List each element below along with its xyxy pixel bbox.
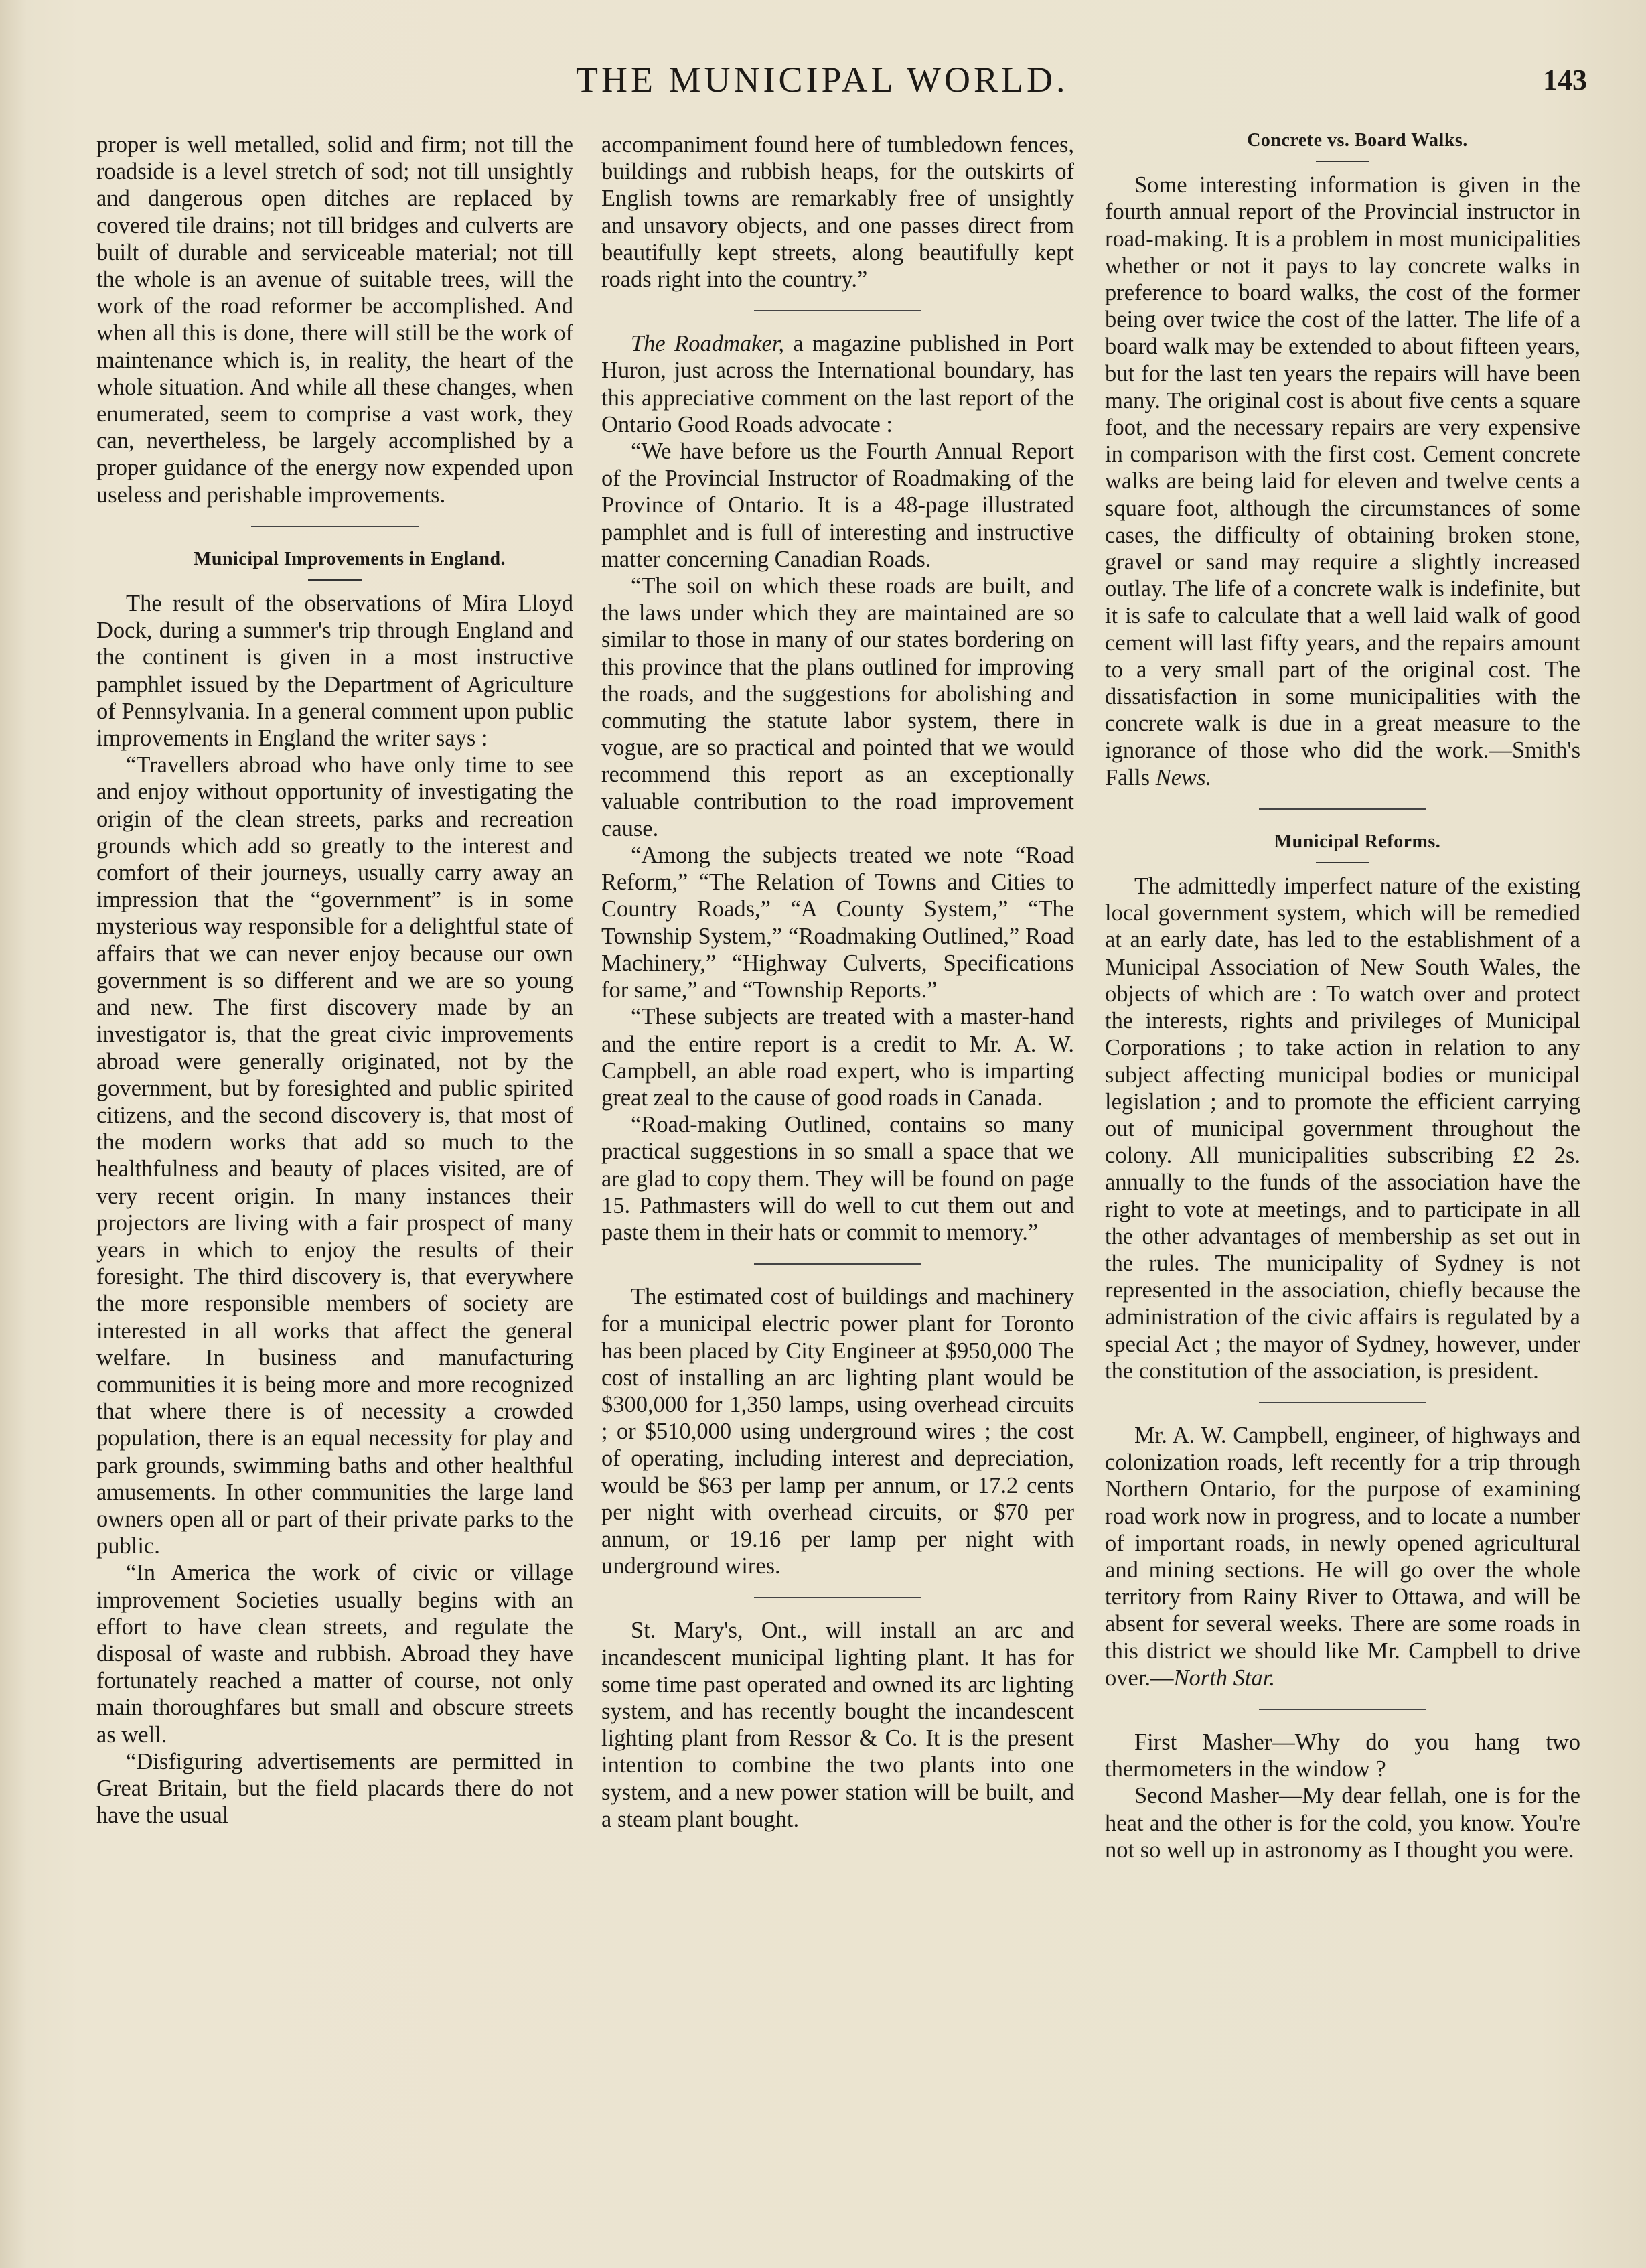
section-heading: Concrete vs. Board Walks.: [1247, 130, 1468, 151]
column-2: [601, 131, 1074, 1833]
paragraph: Mr. A. W. Campbell, engineer, of highways and colonization roads, left recently for a trip through Northern Ontario, for the purpose of examining road work now in progress, and to locate a number of important roads, in newly opened agricultural and mining sections. He will go over the whole territory from Rainy River to Ottawa, and will be absent for several weeks. There are some roads in this district we should like Mr. Campbell to drive over.—North Star.: [1105, 1422, 1580, 1691]
publication-title: The Roadmaker,: [631, 331, 784, 357]
section-heading: Municipal Reforms.: [1274, 831, 1441, 852]
paragraph: The estimated cost of buildings and machinery for a municipal electric power plant for Toronto has been placed by City Engineer at $950,000 The cost of installing an arc lighting plant would be $300,000 for 1,350 lamps, using overhead circuits ; or $510,000 using underground wires ; the cost of operating, including interest and depreciation, would be $63 per lamp per annum, or 17.2 cents per night with overhead circuits, or $70 per annum, or 19.16 per lamp per night with underground wires.: [601, 1284, 1074, 1579]
heading-rule: [308, 579, 362, 581]
paragraph: “Travellers abroad who have only time to see and enjoy without opportunity of investigating the origin of the clean streets, parks and recreation grounds which add so greatly to the interest and comfort of their journeys, usually carry away an impression that the “government” is in some mysterious way responsible for a delightful state of affairs that we can never enjoy because our own government is so different and we are so young and new. The first discovery made by an investigator is, that the great civic improvements abroad were generally originated, not by the government, but by foresighted and public spirited citizens, and the second discovery is, that most of the modern works that add so much to the healthfulness and beauty of places visited, are of very recent origin. In many instances their projectors are living with a fair prospect of many years in which to enjoy the results of their foresight. The third discovery is, that everywhere the more responsible members of society are interested in all works that affect the general welfare. In business and manufacturing communities it is being more and more recognized that where there is of necessity a crowded population, there is an equal necessity for play and park grounds, swimming baths and other healthful amusements. In other communities the large land owners open all or part of their private parks to the public.: [96, 752, 573, 1559]
heading-rule: [1316, 862, 1369, 863]
page-header: [0, 59, 1646, 113]
running-title: THE MUNICIPAL WORLD.: [576, 60, 1069, 100]
separator-rule: [754, 310, 921, 311]
separator-rule: [1259, 1709, 1426, 1710]
separator-rule: [251, 526, 419, 527]
paragraph: “Disfiguring advertisements are permitted in Great Britain, but the field placards there do not have the usual: [96, 1748, 573, 1829]
paragraph: “Among the subjects treated we note “Road Reform,” “The Relation of Towns and Cities to Country Roads,” “A County System,” “The Township System,” “Roadmaking Outlined,” Road Machinery,” “Highway Culverts, Specifications for same,” and “Township Reports.”: [601, 843, 1074, 1003]
paragraph: The Roadmaker, a magazine published in Port Huron, just across the International boundary, has this appreciative comment on the last report of the Ontario Good Roads advocate :: [601, 331, 1074, 437]
column-1: [96, 131, 573, 1829]
paragraph: The admittedly imperfect nature of the existing local government system, which will be remedied at an early date, has led to the establishment of a Municipal Association of New South Wales, the objects of which are : To watch over and protect the interests, rights and privileges of Municipal Corporations ; to take action in relation to any subject affecting municipal bodies or municipal legislation ; and to promote the efficient carrying out of municipal government throughout the colony. All municipalities subscribing £2 2s. annually to the funds of the association have the right to vote at meetings, and to participate in all the other advantages of membership as set out in the rules. The municipality of Sydney is not represented in the association, chiefly because the administration of the civic affairs is regulated by a special Act ; the mayor of Sydney, however, under the constitution of the association, is president.: [1105, 873, 1580, 1384]
paragraph: Some interesting information is given in the fourth annual report of the Provincial instructor in road-making. It is a problem in most municipalities whether or not it pays to lay concrete walks in preference to board walks, the cost of the former being over twice the cost of the latter. The life of a board walk may be extended to about fifteen years, but for the last ten years the repairs will have been many. The original cost is about five cents a square foot, and the necessary repairs are very expensive in comparison with the first cost. Cement concrete walks are being laid for eleven and twelve cents a square foot, although the circumstances of some cases, the difficulty of obtaining broken stone, gravel or sand may require a slightly increased outlay. The life of a concrete walk is indefinite, but it is safe to calculate that a well laid walk of good cement will last fifty years, and the repairs amount to a very small part of the original cost. The dissatisfaction in some municipalities with the concrete walk is due in a great measure to the ignorance of those who did the work.—Smith's Falls News.: [1105, 172, 1580, 790]
paragraph: “Road-making Outlined, contains so many practical suggestions in so small a space that we are glad to copy them. They will be found on page 15. Pathmasters will do well to cut them out and paste them in their hats or commit to memory.”: [601, 1112, 1074, 1245]
paragraph: St. Mary's, Ont., will install an arc and incandescent municipal lighting plant. It has for some time past operated and owned its arc lighting system, and has recently bought the incandescent lighting plant from Ressor & Co. It is the present intention to combine the two plants into one system, and a new power station will be built, and a steam plant bought.: [601, 1618, 1074, 1832]
paragraph: Second Masher—My dear fellah, one is for the heat and the other is for the cold, you know. You're not so well up in astronomy as I thought you were.: [1105, 1783, 1580, 1863]
heading-rule: [1316, 161, 1369, 162]
paragraph: The result of the observations of Mira Lloyd Dock, during a summer's trip through England and the continent is given in a most instructive pamphlet issued by the Department of Agriculture of Pennsylvania. In a general comment upon public improvements in England the writer says :: [96, 591, 573, 752]
separator-rule: [754, 1263, 921, 1265]
separator-rule: [1259, 808, 1426, 810]
paragraph: “These subjects are treated with a master-hand and the entire report is a credit to Mr. A. W. Campbell, an able road expert, who is imparting great zeal to the cause of good roads in Canada.: [601, 1004, 1074, 1111]
article-continuation: accompaniment found here of tumbledown fences, buildings and rubbish heaps, for the outskirts of English towns are remarkably free of unsightly and unsavory objects, and one passes direct from beautifully kept streets, along beautifully kept roads right into the country.”: [601, 132, 1074, 293]
separator-rule: [1259, 1402, 1426, 1403]
source-name: North Star.: [1173, 1664, 1275, 1691]
paragraph: “The soil on which these roads are built, and the laws under which they are maintained are so similar to those in many of our states bordering on this province that the plans outlined for improving the roads, and the suggestions for abolishing and commuting the statute labor system, there in vogue, are so practical and pointed that we would recommend this report as an exceptionally valuable contribution to the road improvement cause.: [601, 573, 1074, 841]
paragraph: “In America the work of civic or village improvement Societies usually begins with an effort to have clean streets, and regulate the disposal of waste and rubbish. Abroad they have fortunately reached a matter of course, not only main thoroughfares but small and obscure streets as well.: [96, 1560, 573, 1748]
section-heading: Municipal Improvements in England.: [193, 548, 506, 569]
paragraph: “We have before us the Fourth Annual Report of the Provincial Instructor of Roadmaking of the Province of Ontario. It is a 48-page illustrated pamphlet and is full of interesting and instructive matter concerning Canadian Roads.: [601, 439, 1074, 572]
separator-rule: [754, 1597, 921, 1598]
source-name: News.: [1155, 764, 1212, 790]
paragraph: First Masher—Why do you hang two thermometers in the window ?: [1105, 1729, 1580, 1782]
article-continuation: proper is well metalled, solid and firm; not till the roadside is a level stretch of sod; not till unsightly and dangerous open ditches are replaced by covered tile drains; not till bridges and culverts are built of durable and serviceable material; not till the whole is an avenue of suitable trees, will the work of the road reformer be accomplished. And when all this is done, there will still be the work of maintenance which is, in reality, the heart of the whole situation. And while all these changes, when enumerated, seem to comprise a vast work, they can, nevertheless, be largely accomplished by a proper guidance of the energy now expended upon useless and perishable improvements.: [96, 132, 573, 508]
column-3: [1105, 127, 1580, 1863]
page-number: 143: [1543, 64, 1587, 96]
